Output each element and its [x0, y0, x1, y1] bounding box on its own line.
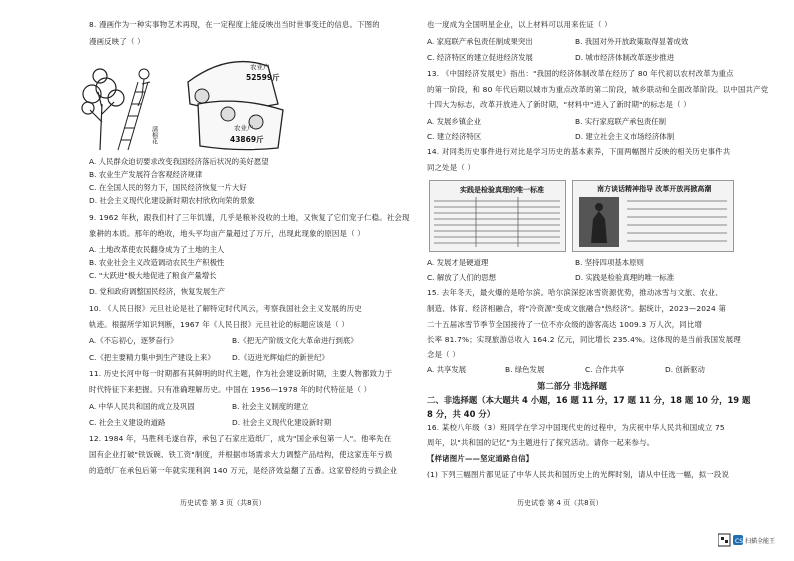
q8-option-a: A. 人民群众迫切要求改变我国经济落后状况的美好愿望: [89, 157, 269, 166]
q13-line-1: 13. 《中国经济发展史》指出："我国的经济体制改革在经历了 80 年代初以农村改革为重点: [427, 69, 734, 78]
q9-option-c: C. "大跃进"极大地促进了粮食产量增长: [89, 271, 217, 280]
q8-option-c: C. 在全国人民的努力下，国民经济恢复一片大好: [89, 183, 247, 192]
q10-option-d: D.《迈进光辉灿烂的新世纪》: [232, 353, 329, 362]
q14-option-c: C. 解放了人们的思想: [427, 273, 496, 282]
q10-option-a: A.《不忘初心，逐梦奋行》: [89, 336, 178, 345]
ladder-icon: [118, 82, 148, 150]
q12-option-a: A. 家庭联产承包责任制成果突出: [427, 37, 533, 46]
q10-option-c: C.《把主要精力集中到生产建设上来》: [89, 353, 215, 362]
part-two-heading-2: 8 分，共 40 分）: [427, 409, 496, 419]
q13-option-a: A. 发展乡镇企业: [427, 117, 481, 126]
left-page-footer: 历史试卷 第 3 页（共8页）: [180, 499, 266, 507]
cotton-cartoon-image: [78, 52, 310, 152]
q15-option-a: A. 共享发展: [427, 365, 467, 374]
q8-option-b: B. 农业生产发展符合客观经济规律: [89, 170, 203, 179]
q16-sub-question-1: (1) 下列三幅图片都见证了中华人民共和国历史上的光辉时刻，请从中任选一幅，拟一段说: [427, 470, 730, 479]
q16-subheading: 【样诸图片——坚定道路自信】: [427, 454, 534, 463]
q9-line-1: 9. 1962 年秋，跟我们村了三年饥馑，几乎是粮补没收的土地，又恢复了它们宠子仁稳。社会现: [89, 213, 410, 222]
q15-line-4: 长率 81.7%；实现旅游总收入 164.2 亿元，同比增长 235.4%。这体现的是当前我国发展理: [427, 335, 741, 344]
q14-option-b: B. 坚持四项基本原则: [575, 258, 644, 267]
right-page-footer: 历史试卷 第 4 页（共8页）: [517, 499, 603, 507]
q13-line-2: 的第一阶段，和 80 年代后期以城市为重点改革的第二阶段，城乡联动和全面改革阶段。以中国共产党: [427, 85, 769, 94]
newspaper-text-icon: [434, 197, 560, 247]
q12-option-b: B. 我国对外开放政策取得显著成效: [575, 37, 689, 46]
q9-option-b: B. 农业社会主义改造调动农民生产积极性: [89, 258, 225, 267]
q15-line-5: 念是（ ）: [427, 350, 460, 359]
q13-line-3: 十四大为标志，改革开放进入了新时期，"材料中"进入了新时期"的标志是（ ）: [427, 100, 691, 109]
q11-line-2: 时代特征下来把握。只有准确理解历史。中国在 1956—1978 年的时代特征是（ ）: [89, 385, 372, 394]
cartoon-side-label: 满棉花: [150, 126, 158, 144]
q11-option-d: D. 社会主义现代化建设新时期: [232, 418, 332, 427]
part-two-heading-1: 二、非选择题（本大题共 4 小题，16 题 11 分，17 题 11 分，18 题 10 分，19 题: [427, 395, 751, 405]
newspaper-clipping-right: [572, 180, 734, 252]
newspaper-right-title: 南方谈话精神指导 改革开放再掀高潮: [597, 185, 712, 193]
q13-option-c: C. 建立经济特区: [427, 132, 482, 141]
q15-option-c: C. 合作共享: [585, 365, 625, 374]
q15-line-3: 二十五届冰雪节季节全国接待了一位不亦众级的游客高达 1009.3 万人次，同比增: [427, 320, 703, 329]
q12-option-c: C. 经济特区的建立促进经济发展: [427, 53, 533, 62]
q10-line-1: 10. 《人民日报》元旦社论是社了解特定时代风云，考察我国社会主义发展的历史: [89, 304, 362, 313]
q8-option-d: D. 社会主义现代化建设新时期农村欣欣向荣的景象: [89, 196, 255, 205]
q15-line-2: 制造、体育、经济相融合，将"冷资源"变成文旅融合"热经济"。据统计，2023—2024 第: [427, 304, 727, 313]
q12-line-2: 国有企业打破"铁饭碗、铁工资"制度，并根据市场需求大力调整产品结构，使这家连年亏损: [89, 450, 393, 459]
climber-figure-icon: [138, 69, 150, 106]
scanner-label: 扫描全能王: [745, 538, 776, 545]
q14-option-a: A. 发展才是硬道理: [427, 258, 489, 267]
cartoon-value-top: 52599斤: [246, 73, 280, 82]
q8-stem-2: 漫画反映了（ ）: [89, 37, 145, 46]
q12-option-d: D. 城市经济体制改革逐步推进: [575, 53, 675, 62]
q14-line-1: 14. 对同类历史事件进行对比是学习历史的基本素养，下面两幅图片反映的相关历史事件共: [427, 147, 731, 156]
cotton-tree-icon: [82, 69, 124, 150]
q9-option-a: A. 土地改革使农民翻身成为了土地的主人: [89, 245, 225, 254]
q9-option-d: D. 党和政府调整国民经济，恢复发展生产: [89, 287, 226, 296]
q12-continued: 也一度成为全国明星企业，以上材料可以用来佐证（ ）: [427, 20, 612, 29]
q11-option-b: B. 社会主义制度的建立: [232, 402, 309, 411]
q16-line-1: 16. 某校八年级（3）班同学在学习中国现代史的过程中，为庆祝中华人民共和国成立 75: [427, 423, 725, 432]
scanner-watermark: [718, 532, 788, 550]
qr-code-icon: [718, 532, 788, 550]
cartoon-tag-top: 农业户: [250, 63, 270, 71]
right-page: [397, 0, 794, 561]
q15-option-b: B. 绿色发展: [505, 365, 545, 374]
newspaper-clipping-left: [429, 180, 566, 252]
q11-option-a: A. 中华人民共和国的成立及巩固: [89, 402, 195, 411]
svg-text:CS: CS: [735, 538, 743, 545]
statue-photo-icon: [577, 195, 729, 249]
q11-option-c: C. 社会主义建设的道路: [89, 418, 166, 427]
q12-line-3: 的造纸厂在承包后第一年就实现利润 140 万元，是经济效益翻了五番。这家曾经的亏损企业: [89, 466, 398, 475]
q10-line-2: 轨迹。根据所学知识判断，1967 年《人民日报》元旦社论的标题应该是（ ）: [89, 320, 350, 329]
q14-line-2: 同之处是（ ）: [427, 163, 476, 172]
q10-option-b: B.《把无产阶级文化大革命进行到底》: [232, 336, 358, 345]
q9-line-2: 象耕的本质。那年的绝收，地头平均亩产量超过了万斤，出现此现象的原因是（ ）: [89, 229, 365, 238]
q8-stem-1: 8. 漫画作为一种实事物艺术再现，在一定程度上能反映出当时世事变迁的信息。下图的: [89, 20, 380, 29]
q15-line-1: 15. 去年冬天，最火爆的是哈尔滨。哈尔滨深挖冰雪资源优势，推动冰雪与文旅、农业、: [427, 288, 723, 297]
q16-line-2: 周年，以"共和国的记忆"为主题进行了探究活动。请你一起来参与。: [427, 438, 655, 447]
newspaper-left-title: 实践是检验真理的唯一标准: [460, 186, 544, 194]
q13-option-d: D. 建立社会主义市场经济体制: [575, 132, 675, 141]
q14-option-d: D. 实践是检验真理的唯一标准: [575, 273, 675, 282]
part-two-title: 第二部分 非选择题: [537, 381, 607, 391]
q13-option-b: B. 实行家庭联产承包责任制: [575, 117, 667, 126]
q12-line-1: 12. 1984 年，马胜利毛遂自荐，承包了石家庄造纸厂，成为"国企承包第一人"。他率先在: [89, 434, 392, 443]
cartoon-tag-bottom: 农业户: [234, 124, 254, 132]
q11-line-1: 11. 历史长河中每一时期都有其鲜明的时代主题，作为社会建设新时期，主要人物都致力于: [89, 369, 393, 378]
cartoon-value-bottom: 43869斤: [230, 135, 264, 144]
q15-option-d: D. 创新驱动: [665, 365, 705, 374]
